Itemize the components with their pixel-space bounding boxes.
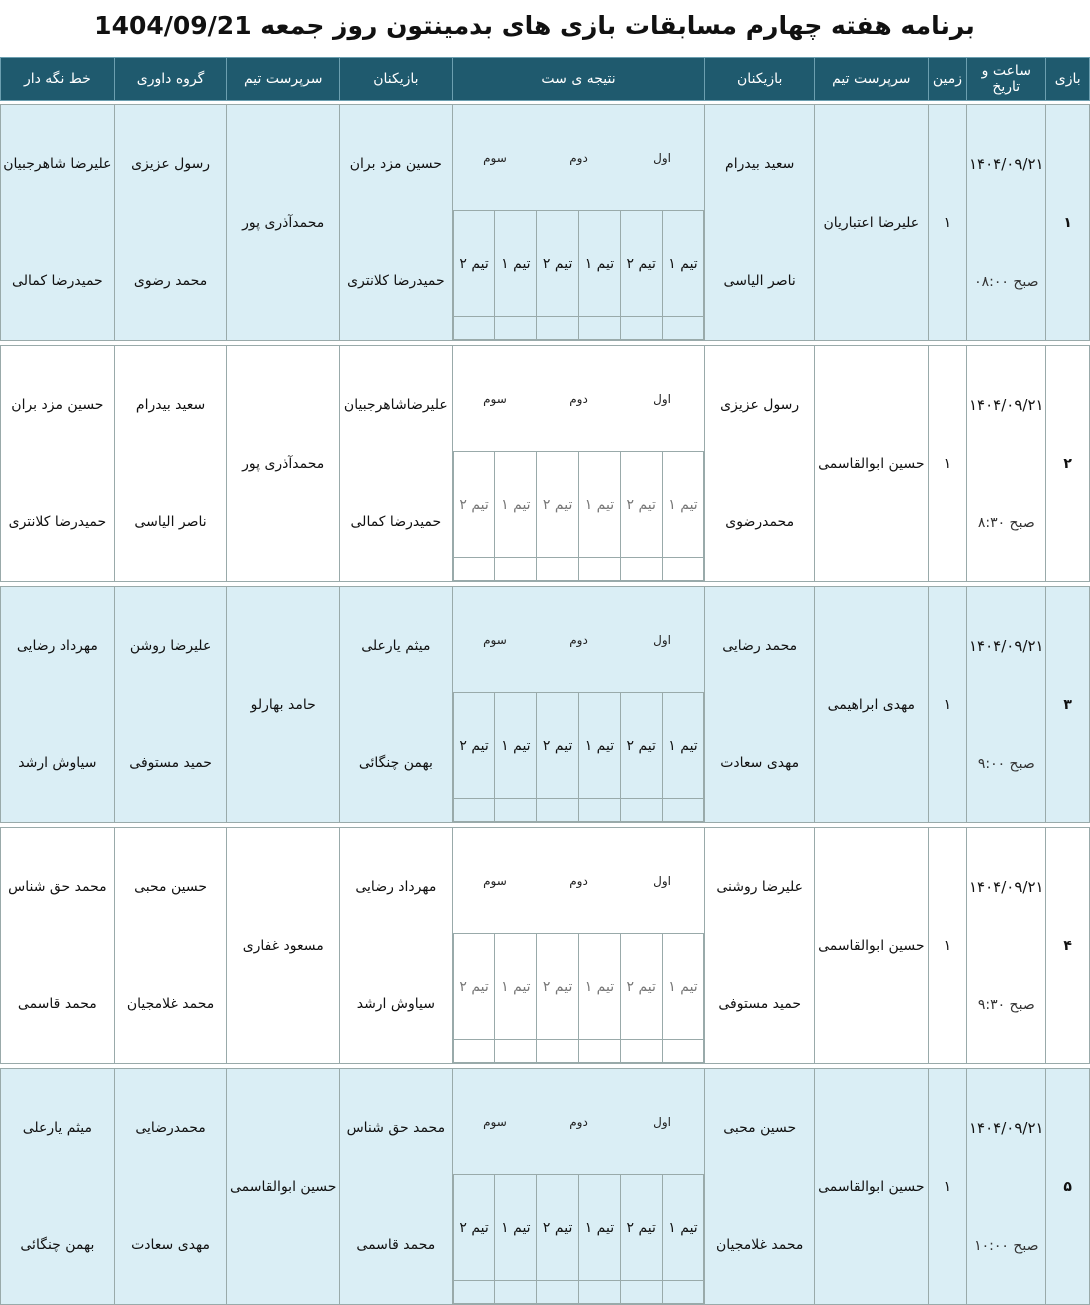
score-cell[interactable] <box>537 1040 579 1063</box>
schedule-table <box>0 57 1090 1305</box>
line-judge-a: مهرداد رضایی <box>16 637 98 654</box>
set-results <box>452 105 705 341</box>
set-results <box>452 828 705 1064</box>
line-judge-b: محمد قاسمی <box>17 996 97 1013</box>
referee-group <box>114 587 227 823</box>
team-1-player-b: حمید مستوفی <box>718 996 801 1013</box>
score-cell[interactable] <box>620 799 662 822</box>
score-cell[interactable] <box>537 1281 579 1304</box>
header-supervisor-2: سرپرست تیم <box>227 58 340 101</box>
game-date: ۱۴۰۴/۰۹/۲۱ <box>969 155 1044 174</box>
game-court: ۱ <box>928 1069 967 1305</box>
set-1-team-1: تیم ۱ <box>662 693 704 799</box>
set-2-team-2: تیم ۲ <box>537 934 579 1040</box>
team-2-supervisor: حامد بهارلو <box>227 587 340 823</box>
score-cell[interactable] <box>620 1040 662 1063</box>
team-2-supervisor: محمدآذری پور <box>227 105 340 341</box>
team-2-players <box>340 1069 453 1305</box>
game-datetime <box>967 1069 1046 1305</box>
game-datetime <box>967 105 1046 341</box>
set-label-first: اول <box>620 346 704 452</box>
score-cell[interactable] <box>495 1040 537 1063</box>
team-1-player-a: محمد رضایی <box>722 637 798 654</box>
set-1-team-1: تیم ۱ <box>662 1175 704 1281</box>
score-cell[interactable] <box>537 799 579 822</box>
line-judge-b: بهمن چنگائی <box>20 1237 95 1254</box>
game-number: ۵ <box>1046 1069 1090 1305</box>
team-2-player-b: بهمن چنگائی <box>358 755 433 772</box>
team-2-player-b: حمیدرضا کلانتری <box>347 273 445 290</box>
score-cell[interactable] <box>495 317 537 340</box>
set-label-first: اول <box>620 1069 704 1175</box>
header-row <box>1 58 1090 101</box>
team-2-supervisor: محمدآذری پور <box>227 346 340 582</box>
team-1-players <box>705 1069 815 1305</box>
team-2-players <box>340 828 453 1064</box>
set-3-team-1: تیم ۱ <box>495 934 537 1040</box>
score-cell[interactable] <box>453 317 495 340</box>
team-1-players <box>705 828 815 1064</box>
set-label-second: دوم <box>537 346 621 452</box>
set-results-grid <box>453 828 705 1063</box>
game-number: ۱ <box>1046 105 1090 341</box>
set-1-team-2: تیم ۲ <box>620 211 662 317</box>
team-2-player-b: محمد قاسمی <box>356 1237 436 1254</box>
referee-b: محمد غلامجیان <box>126 996 215 1013</box>
team-1-supervisor: حسین ابوالقاسمی <box>814 1069 928 1305</box>
team-2-player-b: حمیدرضا کمالی <box>350 514 442 531</box>
team-2-players <box>340 346 453 582</box>
game-number: ۳ <box>1046 587 1090 823</box>
referee-a: علیرضا روشن <box>129 637 212 654</box>
score-cell[interactable] <box>453 1281 495 1304</box>
team-2-player-a: علیرضاشاهرجبیان <box>343 396 448 413</box>
game-datetime <box>967 587 1046 823</box>
game-datetime <box>967 346 1046 582</box>
game-date: ۱۴۰۴/۰۹/۲۱ <box>969 878 1044 897</box>
score-cell[interactable] <box>537 317 579 340</box>
score-cell[interactable] <box>579 799 621 822</box>
set-results-grid <box>453 346 705 581</box>
set-2-team-1: تیم ۱ <box>579 1175 621 1281</box>
set-label-second: دوم <box>537 828 621 934</box>
score-cell[interactable] <box>453 558 495 581</box>
set-label-first: اول <box>620 105 704 211</box>
set-results-grid <box>453 105 705 340</box>
set-label-third: سوم <box>453 828 537 934</box>
header-linejudges: خط نگه دار <box>1 58 115 101</box>
set-3-team-1: تیم ۱ <box>495 452 537 558</box>
line-judge-b: سیاوش ارشد <box>18 755 97 772</box>
game-court: ۱ <box>928 587 967 823</box>
header-players-2: بازیکنان <box>340 58 453 101</box>
set-1-team-2: تیم ۲ <box>620 452 662 558</box>
line-judges <box>1 828 115 1064</box>
set-results-grid <box>453 1069 705 1304</box>
score-cell[interactable] <box>537 558 579 581</box>
header-game: بازی <box>1046 58 1090 101</box>
line-judges <box>1 1069 115 1305</box>
game-time: صبح ۹:۰۰ <box>977 755 1035 772</box>
team-1-supervisor: علیرضا اعتباریان <box>814 105 928 341</box>
set-1-team-1: تیم ۱ <box>662 452 704 558</box>
game-row <box>1 587 1090 823</box>
set-2-team-1: تیم ۱ <box>579 211 621 317</box>
header-supervisor-1: سرپرست تیم <box>814 58 928 101</box>
team-2-player-a: میثم یارعلی <box>361 637 431 654</box>
referee-group <box>114 346 227 582</box>
set-label-first: اول <box>620 828 704 934</box>
set-1-team-2: تیم ۲ <box>620 693 662 799</box>
referee-group <box>114 105 227 341</box>
game-datetime <box>967 828 1046 1064</box>
game-time: صبح ۱۰:۰۰ <box>974 1237 1039 1254</box>
team-1-players <box>705 587 815 823</box>
line-judge-a: محمد حق شناس <box>8 878 107 895</box>
score-cell[interactable] <box>453 1040 495 1063</box>
team-1-player-b: محمدرضوی <box>725 514 795 531</box>
set-label-third: سوم <box>453 1069 537 1175</box>
referee-b: حمید مستوفی <box>129 755 212 772</box>
score-cell[interactable] <box>453 799 495 822</box>
line-judges <box>1 346 115 582</box>
game-row <box>1 105 1090 341</box>
referee-group <box>114 828 227 1064</box>
game-number: ۲ <box>1046 346 1090 582</box>
score-cell[interactable] <box>662 317 704 340</box>
set-1-team-1: تیم ۱ <box>662 934 704 1040</box>
score-cell[interactable] <box>620 558 662 581</box>
score-cell[interactable] <box>495 1281 537 1304</box>
set-3-team-1: تیم ۱ <box>495 211 537 317</box>
set-2-team-1: تیم ۱ <box>579 452 621 558</box>
game-court: ۱ <box>928 105 967 341</box>
referee-a: سعید بیدرام <box>135 396 206 413</box>
set-3-team-2: تیم ۲ <box>453 693 495 799</box>
set-1-team-2: تیم ۲ <box>620 934 662 1040</box>
team-2-player-a: حسین مزد بران <box>349 155 442 172</box>
game-court: ۱ <box>928 346 967 582</box>
game-court: ۱ <box>928 828 967 1064</box>
score-cell[interactable] <box>620 317 662 340</box>
score-cell[interactable] <box>662 558 704 581</box>
line-judge-a: میثم یارعلی <box>22 1119 93 1136</box>
set-2-team-2: تیم ۲ <box>537 1175 579 1281</box>
set-results <box>452 587 705 823</box>
page-title: برنامه هفته چهارم مسابقات بازی های بدمینتون روز جمعه 1404/09/21 <box>94 11 975 40</box>
team-1-players <box>705 105 815 341</box>
score-cell[interactable] <box>495 558 537 581</box>
set-label-third: سوم <box>453 587 537 693</box>
set-results <box>452 1069 705 1305</box>
set-1-team-1: تیم ۱ <box>662 211 704 317</box>
team-1-supervisor: حسین ابوالقاسمی <box>814 828 928 1064</box>
header-court: زمین <box>928 58 967 101</box>
team-1-player-b: محمد غلامجیان <box>715 1237 804 1254</box>
referee-group <box>114 1069 227 1305</box>
game-date: ۱۴۰۴/۰۹/۲۱ <box>969 1119 1044 1138</box>
team-2-players <box>340 105 453 341</box>
set-3-team-1: تیم ۱ <box>495 1175 537 1281</box>
set-3-team-2: تیم ۲ <box>453 452 495 558</box>
team-1-player-a: رسول عزیزی <box>720 396 800 413</box>
referee-a: محمدرضایی <box>135 1119 206 1136</box>
game-date: ۱۴۰۴/۰۹/۲۱ <box>969 637 1044 656</box>
set-3-team-2: تیم ۲ <box>453 211 495 317</box>
game-row <box>1 346 1090 582</box>
score-cell[interactable] <box>620 1281 662 1304</box>
team-2-supervisor: مسعود غفاری <box>227 828 340 1064</box>
set-label-third: سوم <box>453 346 537 452</box>
game-time: صبح ۰۸:۰۰ <box>974 273 1039 290</box>
score-cell[interactable] <box>662 799 704 822</box>
team-2-supervisor: حسین ابوالقاسمی <box>227 1069 340 1305</box>
set-2-team-2: تیم ۲ <box>537 211 579 317</box>
referee-b: ناصر الیاسی <box>134 514 207 531</box>
team-2-player-a: مهرداد رضایی <box>355 878 437 895</box>
score-cell[interactable] <box>662 1281 704 1304</box>
set-2-team-2: تیم ۲ <box>537 452 579 558</box>
line-judge-a: حسین مزد بران <box>11 396 104 413</box>
score-cell[interactable] <box>579 1040 621 1063</box>
team-2-player-a: محمد حق شناس <box>346 1119 446 1136</box>
header-players-1: بازیکنان <box>705 58 815 101</box>
set-results <box>452 346 705 582</box>
set-1-team-2: تیم ۲ <box>620 1175 662 1281</box>
header-result: نتیجه ی ست <box>452 58 705 101</box>
game-row <box>1 1069 1090 1305</box>
score-cell[interactable] <box>579 1281 621 1304</box>
set-label-second: دوم <box>537 105 621 211</box>
score-cell[interactable] <box>579 317 621 340</box>
game-time: صبح ۹:۳۰ <box>977 996 1035 1013</box>
line-judge-b: حمیدرضا کلانتری <box>8 514 107 531</box>
team-1-player-a: علیرضا روشنی <box>716 878 804 895</box>
team-1-player-a: حسین محبی <box>723 1119 797 1136</box>
line-judges <box>1 105 115 341</box>
set-3-team-2: تیم ۲ <box>453 1175 495 1281</box>
game-row <box>1 828 1090 1064</box>
referee-b: مهدی سعادت <box>131 1237 210 1254</box>
game-number: ۴ <box>1046 828 1090 1064</box>
score-cell[interactable] <box>495 799 537 822</box>
set-2-team-1: تیم ۱ <box>579 934 621 1040</box>
team-1-player-a: سعید بیدرام <box>725 155 795 172</box>
referee-a: حسین محبی <box>134 878 208 895</box>
game-time: صبح ۸:۳۰ <box>977 514 1035 531</box>
line-judge-a: علیرضا شاهرجبیان <box>3 155 112 172</box>
set-label-first: اول <box>620 587 704 693</box>
header-referees: گروه داوری <box>114 58 227 101</box>
team-1-supervisor: مهدی ابراهیمی <box>814 587 928 823</box>
team-2-player-b: سیاوش ارشد <box>356 996 435 1013</box>
team-1-supervisor: حسین ابوالقاسمی <box>814 346 928 582</box>
line-judge-b: حمیدرضا کمالی <box>12 273 103 290</box>
team-1-player-b: مهدی سعادت <box>720 755 800 772</box>
score-cell[interactable] <box>662 1040 704 1063</box>
referee-a: رسول عزیزی <box>131 155 211 172</box>
set-3-team-1: تیم ۱ <box>495 693 537 799</box>
set-2-team-2: تیم ۲ <box>537 693 579 799</box>
game-date: ۱۴۰۴/۰۹/۲۱ <box>969 396 1044 415</box>
team-1-players <box>705 346 815 582</box>
set-label-second: دوم <box>537 587 621 693</box>
score-cell[interactable] <box>579 558 621 581</box>
referee-b: محمد رضوی <box>133 273 208 290</box>
header-datetime: ساعت و تاریخ <box>967 58 1046 101</box>
set-2-team-1: تیم ۱ <box>579 693 621 799</box>
set-results-grid <box>453 587 705 822</box>
team-1-player-b: ناصر الیاسی <box>723 273 796 290</box>
line-judges <box>1 587 115 823</box>
set-label-third: سوم <box>453 105 537 211</box>
set-label-second: دوم <box>537 1069 621 1175</box>
set-3-team-2: تیم ۲ <box>453 934 495 1040</box>
team-2-players <box>340 587 453 823</box>
